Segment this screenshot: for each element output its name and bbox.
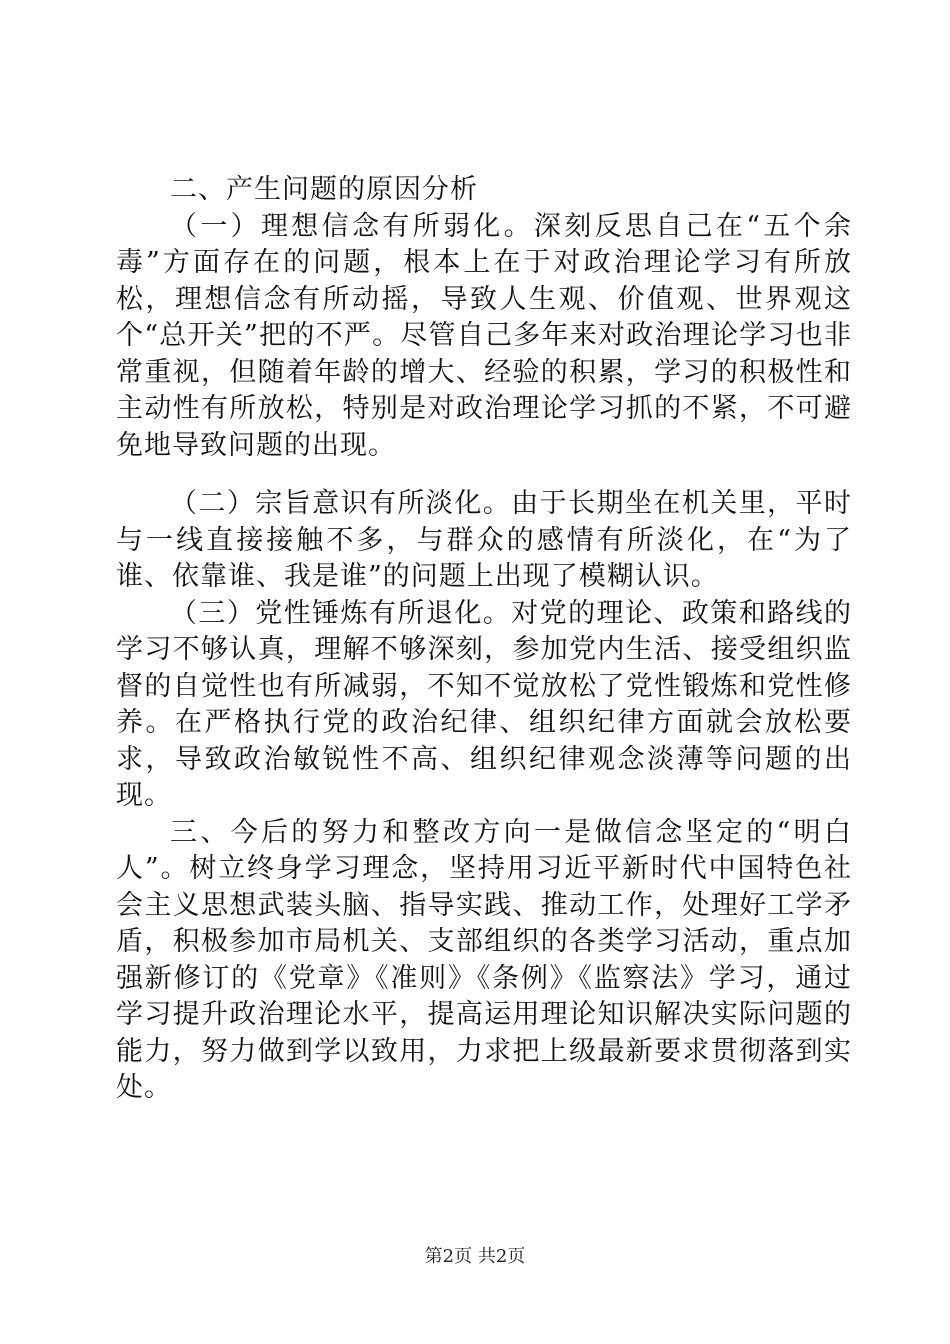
paragraph-purpose: （二）宗旨意识有所淡化。由于长期坐在机关里，平时与一线直接接触不多，与群众的感情有所淡化，在“为了谁、依靠谁、我是谁”的问题上出现了模糊认识。 [116,488,852,592]
page-footer: 第2页 共2页 [424,1246,526,1267]
paragraph-rectification: 三、今后的努力和整改方向一是做信念坚定的“明白人”。树立终身学习理念，坚持用习近平新时代中国特色社会主义思想武装头脑、指导实践、推动工作，处理好工学矛盾，积极参加市局机关、支部组织的各类学习活动，重点加强新修订的《党章》《准则》《条例》《监察法》学习，通过学习提升政治理论水平，提高运用理论知识解决实际问题的能力，努力做到学以致用，力求把上级最新要求贯彻落到实处。 [116,816,852,1103]
paragraph-ideals: （一）理想信念有所弱化。深刻反思自己在“五个余毒”方面存在的问题，根本上在于对政治理论学习有所放松，理想信念有所动摇，导致人生观、价值观、世界观这个“总开关”把的不严。尽管自己多年来对政治理论学习也非常重视，但随着年龄的增大、经验的积累，学习的积极性和主动性有所放松，特别是对政治理论学习抓的不紧，不可避免地导致问题的出现。 [116,210,852,461]
paragraph-party-spirit: （三）党性锤炼有所退化。对党的理论、政策和路线的学习不够认真，理解不够深刻，参加党内生活、接受组织监督的自觉性也有所减弱，不知不觉放松了党性锻炼和党性修养。在严格执行党的政治纪律、组织纪律方面就会放松要求，导致政治敏锐性不高、组织纪律观念淡薄等问题的出现。 [116,597,852,811]
section-heading-causes: 二、产生问题的原因分析 [170,174,478,205]
document-body [116,172,852,1107]
